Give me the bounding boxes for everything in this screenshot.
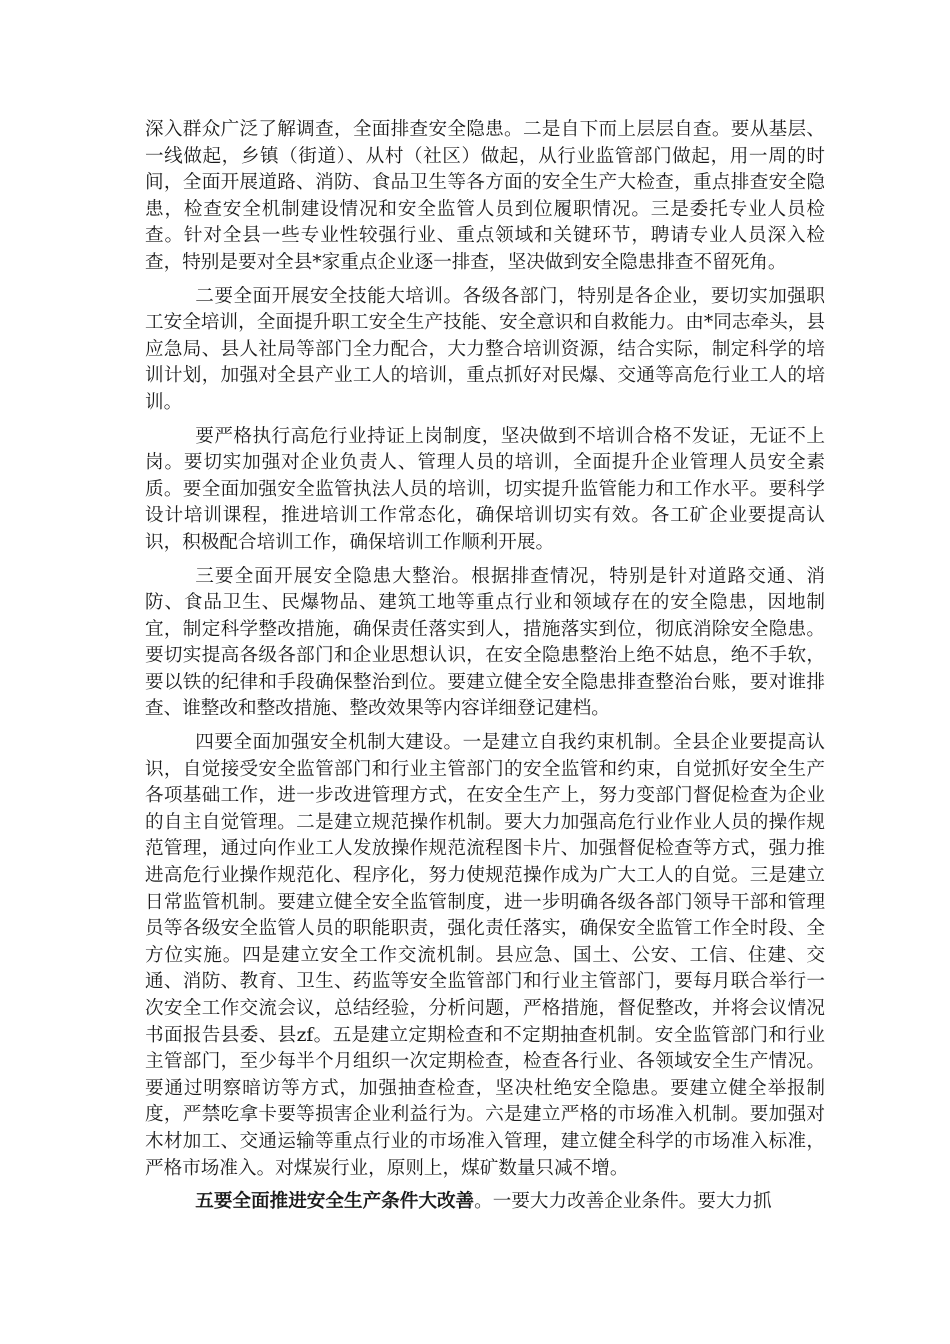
paragraph-conditions xyxy=(145,1189,825,1216)
paragraph-continuation: 深入群众广泛了解调查，全面排查安全隐患。二是自下而上层层自查。要从基层、一线做起，乡镇（街道）、从村（社区）做起，从行业监管部门做起，用一周的时间，全面开展道路、消防、食品卫生等各方面的安全生产大检查，重点排查安全隐患，检查安全机制建设情况和安全监管人员到位履职情况。三是委托专业人员检查。针对全县一些专业性较强行业、重点领域和关键环节，聘请专业人员深入检查，特别是要对全县*家重点企业逐一排查，坚决做到安全隐患排查不留死角。 xyxy=(145,119,825,273)
paragraph-mechanism: 四要全面加强安全机制大建设。一是建立自我约束机制。全县企业要提高认识，自觉接受安全监管部门和行业主管部门的安全监管和约束，自觉抓好安全生产各项基础工作，进一步改进管理方式，在安全生产上，努力变部门督促检查为企业的自主自觉管理。二是建立规范操作机制。要大力加强高危行业作业人员的操作规范管理，通过向作业工人发放操作规范流程图卡片、加强督促检查等方式，强力推进高危行业操作规范化、程序化，努力使规范操作成为广大工人的自觉。三是建立日常监管机制。要建立健全安全监管制度，进一步明确各级各部门领导干部和管理员等各级安全监管人员的职能职责，强化责任落实，确保安全监管工作全时段、全方位实施。四是建立安全工作交流机制。县应急、国土、公安、工信、住建、交通、消防、教育、卫生、药监等安全监管部门和行业主管部门，要每月联合举行一次安全工作交流会议，总结经验，分析问题，严格措施，督促整改，并将会议情况书面报告县委、县zf。五是建立定期检查和不定期抽查机制。安全监管部门和行业主管部门，至少每半个月组织一次定期检查，检查各行业、各领域安全生产情况。要通过明察暗访等方式，加强抽查检查，坚决杜绝安全隐患。要建立健全举报制度，严禁吃拿卡要等损害企业利益行为。六是建立严格的市场准入机制。要加强对木材加工、交通运输等重点行业的市场准入管理，建立健全科学的市场准入标准，严格市场准入。对煤炭行业，原则上，煤矿数量只减不增。 xyxy=(145,732,825,1179)
section-heading: 五要全面推进安全生产条件大改善 xyxy=(195,1191,475,1213)
paragraph-certification: 要严格执行高危行业持证上岗制度，坚决做到不培训合格不发证，无证不上岗。要切实加强对企业负责人、管理人员的培训，全面提升企业管理人员安全素质。要全面加强安全监管执法人员的培训，切实提升监管能力和工作水平。要科学设计培训课程，推进培训工作常态化，确保培训切实有效。各工矿企业要提高认识，积极配合培训工作，确保培训工作顺利开展。 xyxy=(145,425,825,553)
paragraph-rectification: 三要全面开展安全隐患大整治。根据排查情况，特别是针对道路交通、消防、食品卫生、民爆物品、建筑工地等重点行业和领域存在的安全隐患，因地制宜，制定科学整改措施，确保责任落实到人，措施落实到位，彻底消除安全隐患。要切实提高各级各部门和企业思想认识，在安全隐患整治上绝不姑息，绝不手软，要以铁的纪律和手段确保整治到位。要建立健全安全隐患排查整治台账，要对谁排查、谁整改和整改措施、整改效果等内容详细登记建档。 xyxy=(145,565,825,720)
document-page xyxy=(145,117,825,1223)
section-body: 。一要大力改善企业条件。要大力抓 xyxy=(474,1191,772,1213)
paragraph-training: 二要全面开展安全技能大培训。各级各部门，特别是各企业，要切实加强职工安全培训，全面提升职工安全生产技能、安全意识和自救能力。由*同志牵头，县应急局、县人社局等部门全力配合，大力整合培训资源，结合实际，制定科学的培训计划，加强对全县产业工人的培训，重点抓好对民爆、交通等高危行业工人的培训。 xyxy=(145,285,825,413)
